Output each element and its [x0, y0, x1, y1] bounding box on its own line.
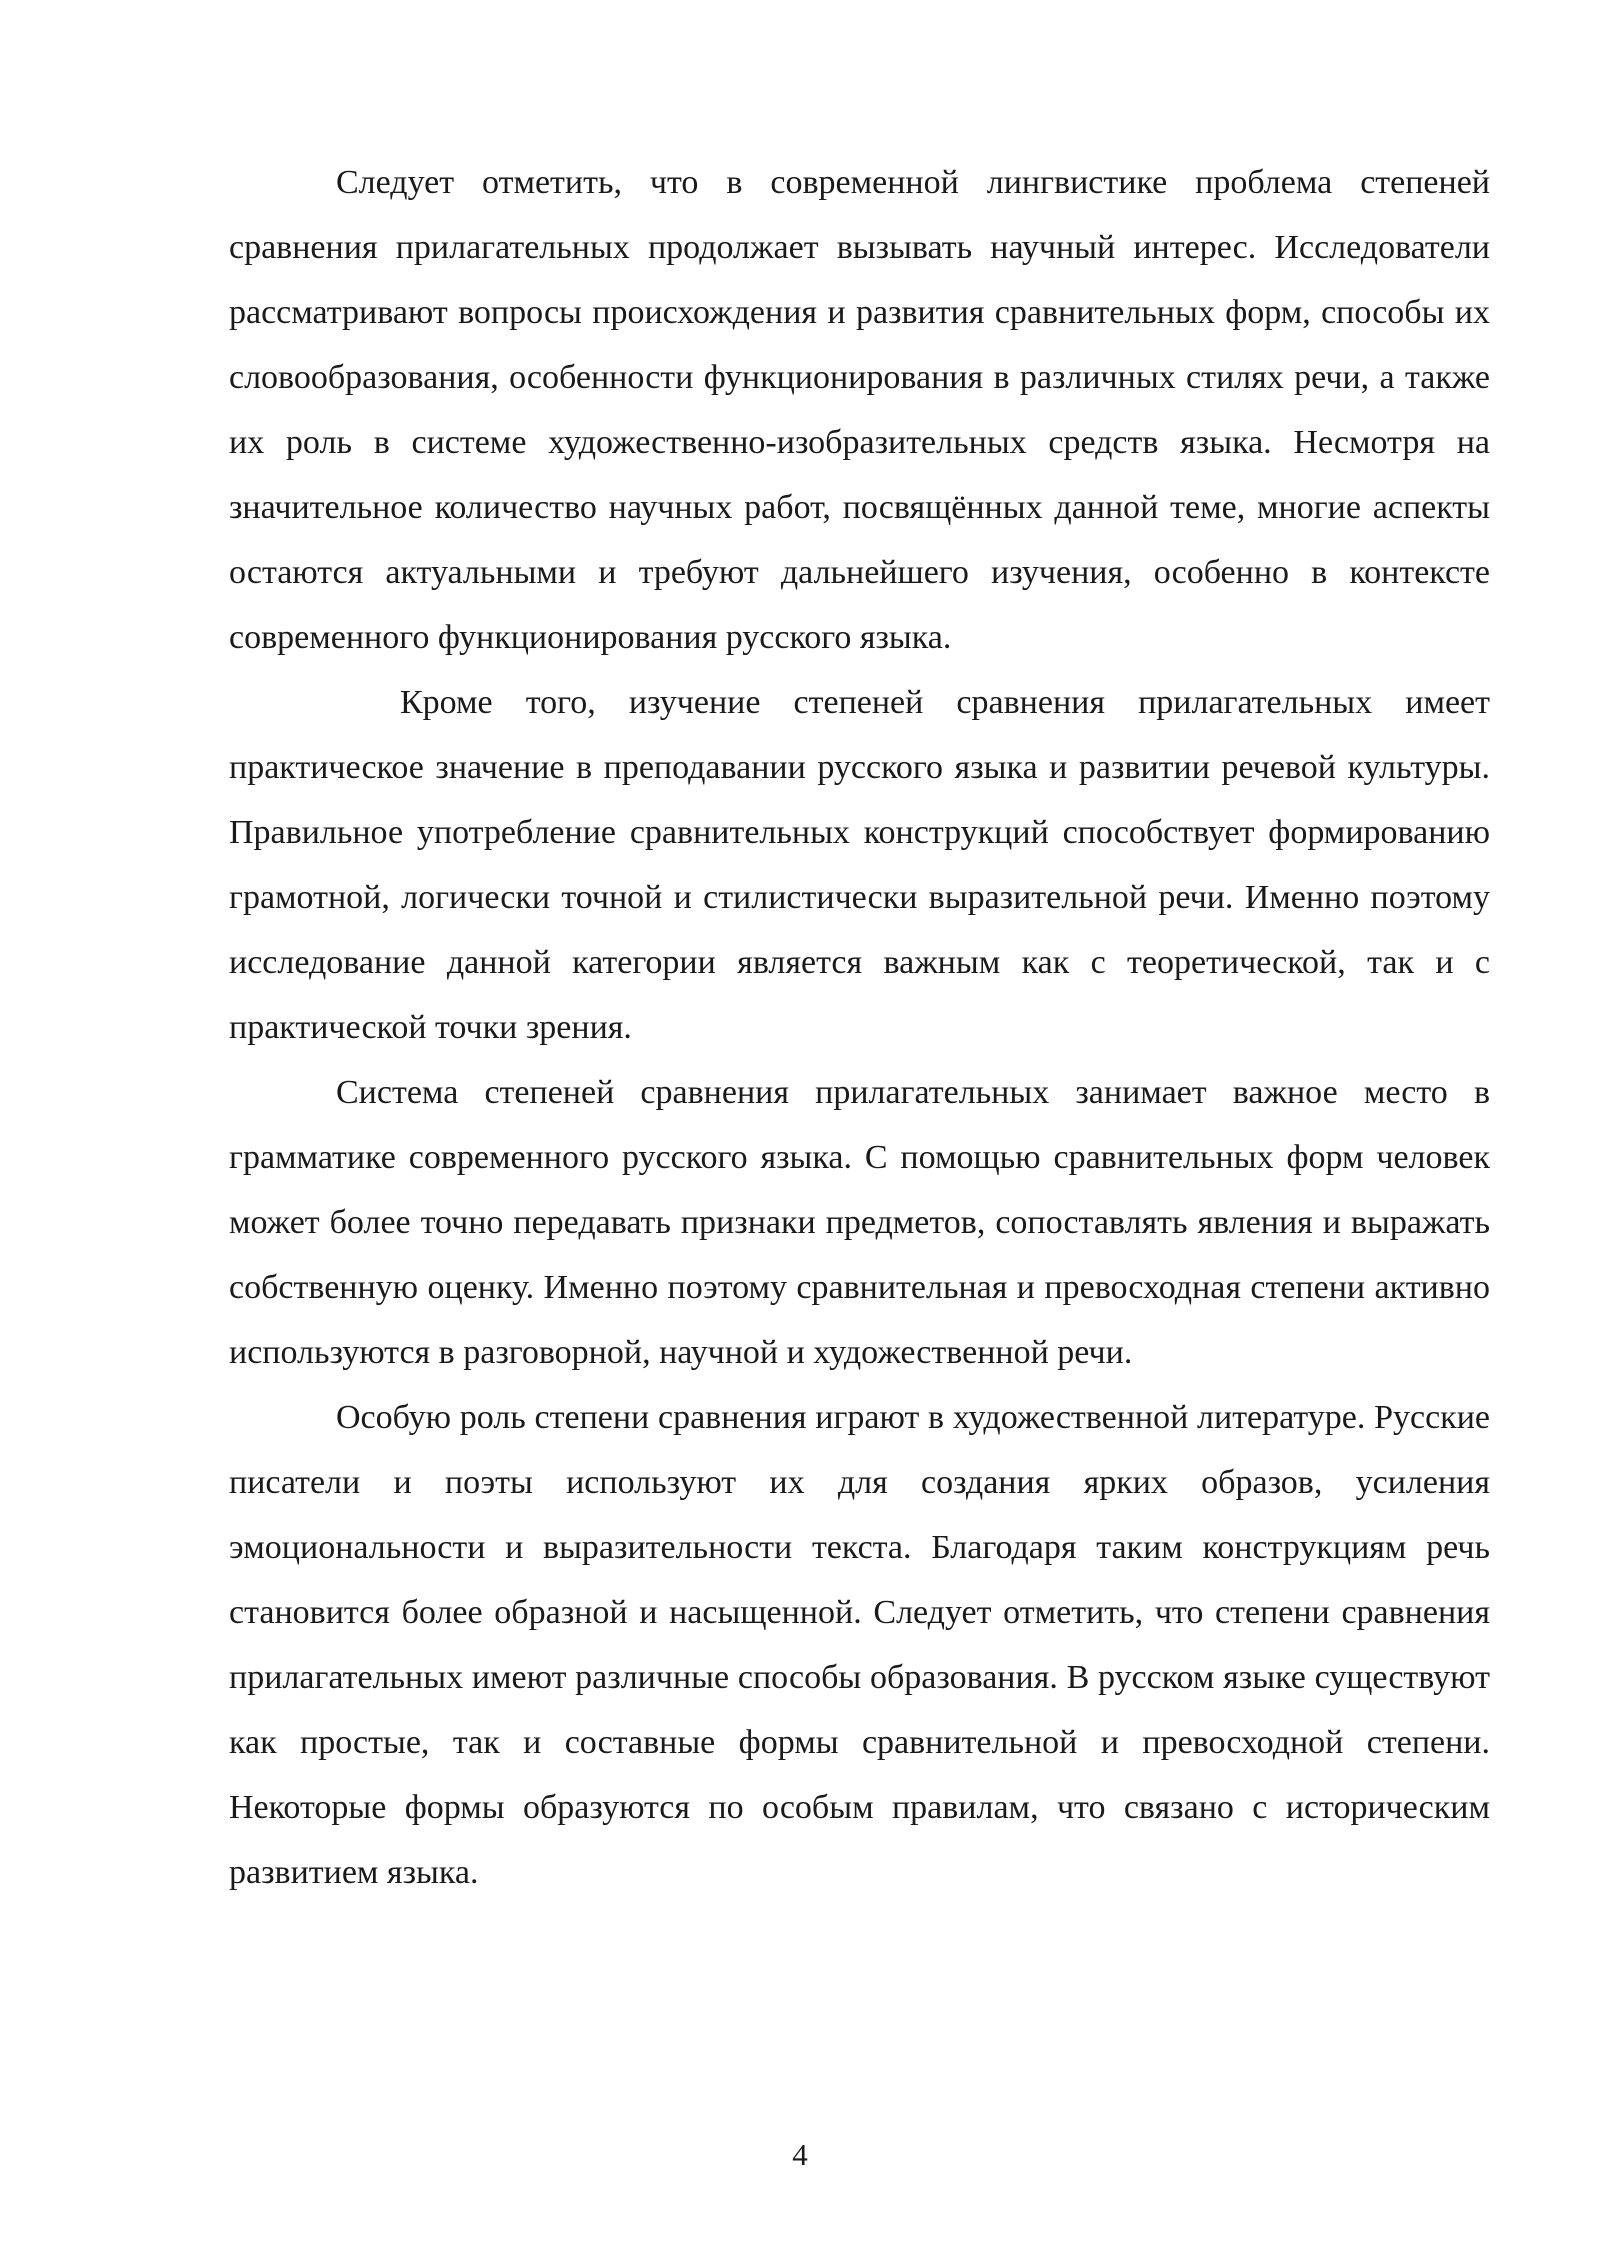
body-text: [229, 150, 1490, 1905]
paragraph-3: Система степеней сравнения прилагательных занимает важное место в грамматике современного русского языка. С помощью сравнительных форм человек может более точно передавать признаки предметов, сопоставлять явления и выражать собственную оценку. Именно поэтому сравнительная и превосходная степени активно используются в разговорной, научной и художественной речи.: [229, 1074, 1490, 1371]
page-number: 4: [792, 2137, 808, 2172]
paragraph-4: Особую роль степени сравнения играют в художественной литературе. Русские писатели и поэты используют их для создания ярких образов, усиления эмоциональности и выразительности текста. Благодаря таким конструкциям речь становится более образной и насыщенной. Следует отметить, что степени сравнения прилагательных имеют различные способы образования. В русском языке существуют как простые, так и составные формы сравнительной и превосходной степени. Некоторые формы образуются по особым правилам, что связано с историческим развитием языка.: [229, 1399, 1490, 1891]
paragraph-1: Следует отметить, что в современной лингвистике проблема степеней сравнения прилагательных продолжает вызывать научный интерес. Исследователи рассматривают вопросы происхождения и развития сравнительных форм, способы их словообразования, особенности функционирования в различных стилях речи, а также их роль в системе художественно-изобразительных средств языка. Несмотря на значительное количество научных работ, посвящённых данной теме, многие аспекты остаются актуальными и требуют дальнейшего изучения, особенно в контексте современного функционирования русского языка.: [229, 164, 1490, 656]
paragraph-2: Кроме того, изучение степеней сравнения прилагательных имеет практическое значение в преподавании русского языка и развитии речевой культуры. Правильное употребление сравнительных конструкций способствует формированию грамотной, логически точной и стилистически выразительной речи. Именно поэтому исследование данной категории является важным как с теоретической, так и с практической точки зрения.: [229, 684, 1490, 1046]
